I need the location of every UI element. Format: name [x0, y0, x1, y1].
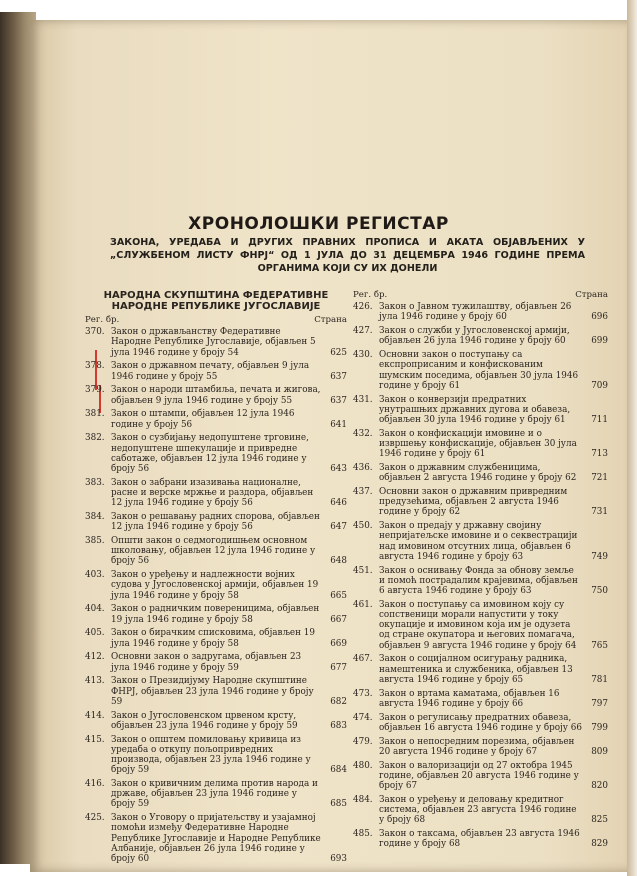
entry-text: Основни закон о државним привредним предузећима, објављен 2 августа 1946 године у броју 62: [379, 487, 568, 518]
register-entry: [85, 536, 347, 567]
register-entry: [85, 779, 347, 810]
entry-page-number: 625: [330, 347, 347, 358]
register-entry: [353, 829, 608, 849]
register-entry: [353, 429, 608, 460]
entry-page-number: 683: [330, 720, 347, 731]
entry-page-number: 684: [330, 765, 347, 776]
register-subtitle: ЗАКОНА, УРЕДАБА И ДРУГИХ ПРАВНИХ ПРОПИСА И АКАТА ОБЈАВЉЕНИХ У „СЛУЖБЕНОМ ЛИСТУ ФНРЈ“ ОД 1 ЈУЛА ДО 31 ДЕЦЕМБРА 1946 ГОДИНЕ ПРЕМА ОРГАНИМА КОЈИ СУ ИХ ДОНЕЛИ: [110, 237, 585, 274]
register-entry: [85, 735, 347, 776]
register-entry: [353, 761, 608, 792]
entry-number: 426.: [353, 302, 373, 313]
register-entry: [85, 361, 347, 381]
entry-text: Закон о таксама, објављен 23 августа 1946 године у броју 68: [379, 829, 580, 850]
entry-number: 437.: [353, 487, 373, 498]
register-entry: [353, 713, 608, 733]
entry-text: Закон о поступању са имовином коју су сопственици морали напустити у току окупације и имовином која им је одузета од стране окупатора и његових помагача, објављен 9 августа 1946 године у броју 64: [379, 599, 577, 651]
entry-page-number: 693: [330, 854, 347, 865]
entry-page-number: 648: [330, 556, 347, 567]
entry-number: 467.: [353, 654, 373, 665]
entry-text: Закон о уређењу и надлежности војних судова у Југословенској армији, објављен 19 јула 1946 године у броју 58: [111, 570, 319, 601]
entry-number: 451.: [353, 565, 373, 576]
entry-number: 430.: [353, 350, 373, 361]
entry-text: Закон о вртама каматама, објављен 16 августа 1946 године у броју 66: [379, 688, 560, 709]
entry-number: 414.: [85, 710, 105, 721]
entry-page-number: 637: [330, 395, 347, 406]
entry-text: Закон о непосредним порезима, објављен 20 августа 1946 године у броју 67: [379, 736, 575, 757]
entry-number: 432.: [353, 428, 373, 439]
entry-text: Закон о државним службеницима, објављен 2 августа 1946 године у броју 62: [379, 463, 577, 484]
entry-list: [85, 327, 347, 864]
entry-number: 370.: [85, 327, 105, 338]
entry-page-number: 721: [591, 473, 608, 484]
entry-page-number: 647: [330, 522, 347, 533]
register-entry: [353, 689, 608, 709]
entry-page-number: 711: [591, 415, 608, 426]
entry-text: Основни закон о задругама, објављен 23 јула 1946 године у броју 59: [111, 652, 302, 673]
entry-text: Закон о валоризацији од 27 октобра 1945 године, објављен 20 августа 1946 године у броју 67: [379, 760, 579, 792]
entry-page-number: 643: [330, 464, 347, 475]
register-entry: [353, 463, 608, 483]
entry-text: Закон о забрани изазивања националне, расне и верске мржње и раздора, објављен 12 јула 1946 године у броју 56: [111, 477, 314, 509]
entry-text: Закон о сузбијању недопуштене трговине, недопуштене шпекулације и привредне саботаже, објављен 12 јула 1946 године у броју 56: [111, 433, 309, 475]
entry-text: Закон о држављанству Федеративне Народне Републике Југославије, објављен 5 јула 1946 године у броју 54: [111, 327, 316, 358]
register-entry: [353, 302, 608, 322]
column-header: [353, 290, 608, 300]
entry-number: 378.: [85, 361, 105, 372]
entry-page-number: 641: [330, 419, 347, 430]
entry-page-number: 731: [591, 507, 608, 518]
entry-text: Закон о социјалном осигурању радника, намештеника и службеника, објављен 13 августа 1946 године у броју 65: [379, 654, 573, 685]
entry-text: Основни закон о поступању са експроприсаним и конфискованим шумским поседима, објављен 30 јула 1946 године у броју 61: [379, 350, 579, 391]
entry-number: 484.: [353, 794, 373, 805]
entry-number: 383.: [85, 477, 105, 488]
entry-text: Општи закон о седмогодишњем основном школовању, објављен 12 јула 1946 године у броју 56: [111, 536, 316, 567]
register-entry: [85, 628, 347, 648]
entry-text: Закон о служби у Југословенској армији, објављен 26 јула 1946 године у броју 60: [379, 326, 570, 347]
entry-page-number: 677: [330, 662, 347, 673]
entry-text: Закон о Југословенском црвеном крсту, објављен 23 јула 1946 године у броју 59: [111, 710, 298, 731]
entry-number: 427.: [353, 326, 373, 337]
entry-number: 382.: [85, 433, 105, 444]
entry-text: Закон о Уговору о пријатељству и узајамној помоћи између Федеративне Народне Републике Југославије и Народне Републике Албаније, објављен 26 јула 1946 године у броју 60: [111, 813, 321, 865]
entry-number: 425.: [85, 813, 105, 824]
reg-number-label: Рег. бр.: [85, 315, 120, 325]
entry-page-number: 799: [591, 722, 608, 733]
entry-number: 416.: [85, 779, 105, 790]
register-entry: [353, 654, 608, 685]
register-entry: [85, 676, 347, 707]
entry-page-number: 637: [330, 371, 347, 382]
entry-page-number: 765: [591, 640, 608, 651]
entry-number: 412.: [85, 652, 105, 663]
reg-number-label: Рег. бр.: [353, 290, 388, 300]
register-entry: [353, 795, 608, 826]
register-entry: [85, 478, 347, 509]
register-entry: [85, 385, 347, 405]
column-header: [85, 315, 347, 325]
entry-text: Закон о предају у државну својину непријатељске имовине и о секвестрацији над имовином отсутних лица, објављен 6 августа 1946 године у броју 63: [379, 521, 578, 562]
entry-page-number: 797: [591, 698, 608, 709]
entry-number: 415.: [85, 734, 105, 745]
entry-number: 474.: [353, 712, 373, 723]
page-label: Страна: [314, 315, 347, 325]
entry-number: 381.: [85, 409, 105, 420]
entry-number: 479.: [353, 736, 373, 747]
entry-text: Закон о радничким повереницима, објављен 19 јула 1946 године у броју 58: [111, 604, 320, 625]
entry-page-number: 682: [330, 696, 347, 707]
entry-page-number: 820: [591, 781, 608, 792]
register-entry: [85, 652, 347, 672]
entry-page-number: 709: [591, 380, 608, 391]
register-entry: [353, 566, 608, 597]
entry-number: 379.: [85, 385, 105, 396]
entry-list: [353, 302, 608, 849]
entry-page-number: 809: [591, 746, 608, 757]
register-entry: [85, 813, 347, 864]
entry-number: 431.: [353, 394, 373, 405]
entry-number: 404.: [85, 604, 105, 615]
entry-page-number: 669: [330, 638, 347, 649]
entry-number: 436.: [353, 463, 373, 474]
entry-page-number: 667: [330, 614, 347, 625]
register-entry: [85, 409, 347, 429]
register-entry: [353, 350, 608, 391]
register-title: ХРОНОЛОШКИ РЕГИСТАР: [188, 214, 449, 234]
page-label: Страна: [575, 290, 608, 300]
entry-page-number: 699: [591, 336, 608, 347]
entry-page-number: 696: [591, 312, 608, 323]
entry-page-number: 713: [591, 449, 608, 460]
register-entry: [85, 512, 347, 532]
entry-text: Закон о конфискацији имовине и о извршењу конфискације, објављен 30 јула 1946 године у броју 61: [379, 428, 577, 460]
page-edge-shadow: [627, 0, 637, 876]
entry-text: Закон о општем помиловању кривица из уредаба о откупу пољопривредних производа, објављен 23 јула 1946 године у броју 59: [111, 734, 311, 776]
entry-text: Закон о уређењу и деловању кредитног система, објављен 23 августа 1946 године у броју 68: [379, 794, 577, 826]
register-entry: [353, 395, 608, 426]
entry-number: 413.: [85, 676, 105, 687]
entry-text: Закон о Президијуму Народне скупштине ФНРЈ, објављен 23 јула 1946 године у броју 59: [111, 676, 314, 707]
register-entry: [353, 326, 608, 346]
entry-page-number: 749: [591, 551, 608, 562]
entry-page-number: 750: [591, 586, 608, 597]
register-entry: [353, 600, 608, 651]
entry-number: 450.: [353, 521, 373, 532]
entry-page-number: 665: [330, 590, 347, 601]
register-entry: [353, 521, 608, 562]
entry-page-number: 825: [591, 815, 608, 826]
entry-text: Закон о оснивању Фонда за обнову земље и помоћ пострадалим крајевима, објављен 6 августа 1946 године у броју 63: [379, 565, 578, 597]
left-column: [85, 290, 347, 868]
entry-page-number: 685: [330, 799, 347, 810]
entry-text: Закон о народи штамбиља, печата и жигова, објављен 9 јула 1946 године у броју 55: [111, 385, 321, 406]
entry-text: Закон о регулисању предратних обавеза, објављен 16 августа 1946 године у броју 66: [379, 712, 582, 733]
register-entry: [85, 711, 347, 731]
entry-text: Закон о конверзији предратних унутрашњих државних дугова и обавеза, објављен 30 јула 1946 године у броју 61: [379, 394, 571, 426]
entry-number: 385.: [85, 536, 105, 547]
entry-text: Закон о Јавном тужилаштву, објављен 26 јула 1946 године у броју 60: [379, 302, 572, 323]
entry-number: 473.: [353, 688, 373, 699]
register-entry: [85, 604, 347, 624]
register-entry: [85, 433, 347, 474]
entry-number: 485.: [353, 829, 373, 840]
entry-number: 461.: [353, 599, 373, 610]
entry-page-number: 829: [591, 839, 608, 850]
entry-number: 403.: [85, 570, 105, 581]
entry-number: 405.: [85, 628, 105, 639]
entry-page-number: 646: [330, 498, 347, 509]
register-entry: [85, 570, 347, 601]
register-entry: [353, 487, 608, 518]
register-entry: [353, 737, 608, 757]
right-column: [353, 290, 608, 853]
entry-text: Закон о државном печату, објављен 9 јула 1946 године у броју 55: [111, 361, 310, 382]
entry-text: Закон о решавању радних спорова, објављен 12 јула 1946 године у броју 56: [111, 512, 320, 533]
section-heading: НАРОДНА СКУПШТИНА ФЕДЕРАТИВНЕ НАРОДНЕ РЕПУБЛИКЕ ЈУГОСЛАВИЈЕ: [103, 290, 329, 312]
entry-text: Закон о кривичним делима против народа и државе, објављен 23 јула 1946 године у броју 59: [111, 779, 318, 810]
entry-page-number: 781: [591, 674, 608, 685]
entry-text: Закон о бирачким списковима, објављен 19 јула 1946 године у броју 58: [111, 628, 315, 649]
register-entry: [85, 327, 347, 358]
entry-text: Закон о штампи, објављен 12 јула 1946 године у броју 56: [111, 409, 295, 430]
entry-number: 480.: [353, 760, 373, 771]
entry-number: 384.: [85, 512, 105, 523]
